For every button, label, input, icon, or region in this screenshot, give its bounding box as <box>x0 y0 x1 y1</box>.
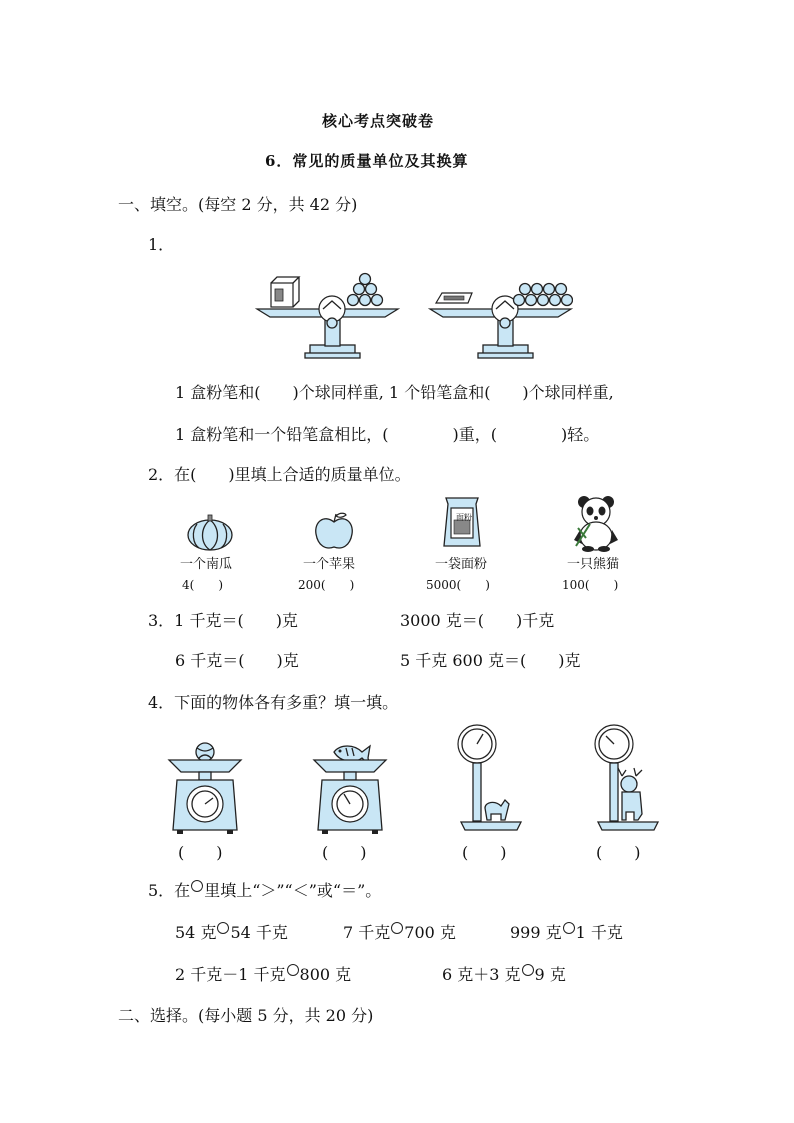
blank-panda[interactable]: 100( ) <box>562 578 619 592</box>
q5-r1-i2-left: 7 千克 <box>343 923 391 942</box>
q5-row2-item1 <box>175 962 351 985</box>
item-name-apple: 一个苹果 <box>303 557 356 572</box>
q2-instruction: 2．在( )里填上合适的质量单位。 <box>148 465 411 484</box>
q5-post: 里填上“＞”“＜”或“＝”。 <box>204 881 382 900</box>
blank-pumpkin[interactable]: 4( ) <box>182 578 223 592</box>
q5-r1-i3-left: 999 克 <box>510 923 562 942</box>
q5-instruction <box>148 878 381 901</box>
page-subtitle: 6．常见的质量单位及其换算 <box>265 152 469 170</box>
section-1-heading: 一、填空。(每空 2 分，共 42 分) <box>118 195 358 214</box>
platform-scale-dog-image <box>455 722 525 834</box>
q5-r2-i1-left: 2 千克－1 千克 <box>175 965 286 984</box>
compare-circle[interactable] <box>391 922 403 934</box>
kitchen-scale-ball-image <box>165 738 245 836</box>
q5-r2-i2-right: 9 克 <box>534 965 566 984</box>
compare-circle[interactable] <box>287 964 299 976</box>
q4-blank-4[interactable]: ( ) <box>596 843 641 862</box>
item-name-flour: 一袋面粉 <box>435 557 488 572</box>
balance-scale-chalk-vs-balls-image <box>255 265 400 360</box>
page-title: 核心考点突破卷 <box>322 112 435 130</box>
circle-icon <box>191 880 203 892</box>
apple-image <box>312 510 356 552</box>
q4-blank-3[interactable]: ( ) <box>462 843 507 862</box>
compare-circle[interactable] <box>563 922 575 934</box>
q1-line-1: 1 盒粉笔和( )个球同样重, 1 个铅笔盒和( )个球同样重, <box>175 383 614 402</box>
platform-scale-deer-image <box>592 722 662 834</box>
q4-instruction: 4．下面的物体各有多重？填一填。 <box>148 693 399 712</box>
q5-r1-i1-right: 54 千克 <box>230 923 288 942</box>
q3-d: 5 千克 600 克＝( )克 <box>400 651 581 670</box>
item-name-panda: 一只熊猫 <box>567 557 620 572</box>
q5-row1-item2 <box>343 920 456 943</box>
panda-image <box>570 494 622 552</box>
q5-r2-i2-left: 6 克＋3 克 <box>442 965 521 984</box>
q5-pre: 5．在 <box>148 881 191 900</box>
q5-r1-i3-right: 1 千克 <box>575 923 623 942</box>
q4-blank-2[interactable]: ( ) <box>322 843 367 862</box>
q3-b: 3000 克＝( )千克 <box>400 611 555 630</box>
blank-apple[interactable]: 200( ) <box>298 578 355 592</box>
q1-line-2: 1 盒粉笔和一个铅笔盒相比，( )重，( )轻。 <box>175 425 600 444</box>
q3-c: 6 千克＝( )克 <box>175 651 299 670</box>
section-2-heading: 二、选择。(每小题 5 分，共 20 分) <box>118 1006 374 1025</box>
q5-r1-i1-left: 54 克 <box>175 923 217 942</box>
q5-row1-item3 <box>510 920 623 943</box>
q5-row2-item2 <box>442 962 566 985</box>
item-name-pumpkin: 一个南瓜 <box>180 557 233 572</box>
q3-a: 3．1 千克＝( )克 <box>148 611 298 630</box>
flour-bag-label: 面粉 <box>456 513 472 522</box>
q5-r1-i2-right: 700 克 <box>404 923 456 942</box>
compare-circle[interactable] <box>522 964 534 976</box>
compare-circle[interactable] <box>217 922 229 934</box>
q5-r2-i1-right: 800 克 <box>299 965 352 984</box>
balance-scale-pencilcase-vs-balls-image <box>428 265 573 360</box>
flour-bag-image <box>440 494 484 552</box>
blank-flour[interactable]: 5000( ) <box>426 578 490 592</box>
q1-number: 1． <box>148 235 175 254</box>
q5-row1-item1 <box>175 920 288 943</box>
q4-blank-1[interactable]: ( ) <box>178 843 223 862</box>
kitchen-scale-fish-image <box>310 738 390 836</box>
pumpkin-image <box>185 512 235 552</box>
